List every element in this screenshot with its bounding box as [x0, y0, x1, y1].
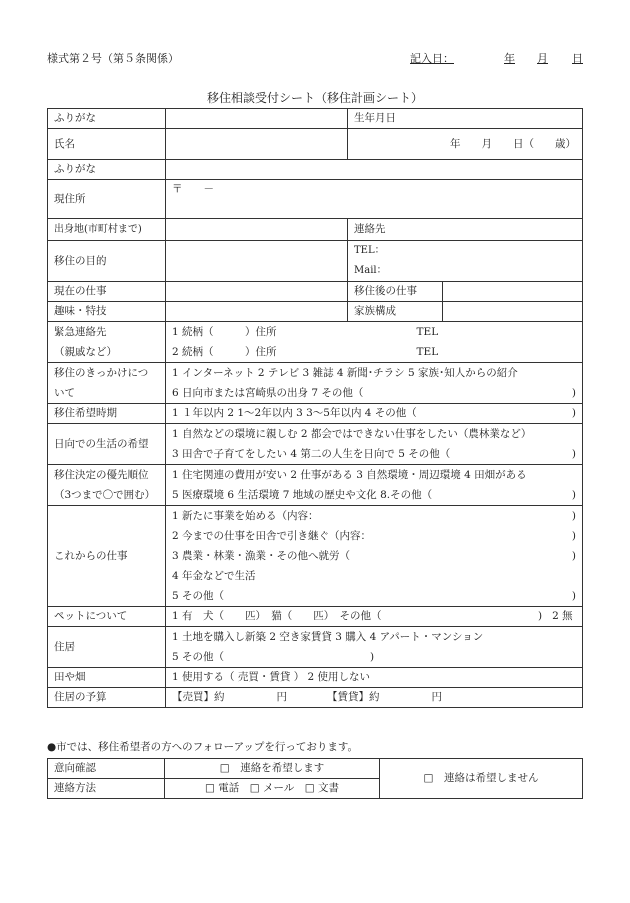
- method-label: 連絡方法: [48, 779, 165, 799]
- hobby-input[interactable]: [166, 302, 348, 322]
- timing-options[interactable]: [166, 404, 583, 424]
- life-option-line-2: 3 田舎で子育てをしたい 4 第二の人生を日向で 5 その他（: [172, 448, 451, 460]
- housing-option-2: 5 その他（: [172, 651, 225, 663]
- life-label: 日向での生活の希望: [48, 424, 166, 465]
- postal-mark: 〒 －: [172, 183, 214, 195]
- work-option-1: 1 新たに事業を始める（内容：: [172, 510, 319, 522]
- form-number: 様式第２号（第５条関係）: [47, 52, 179, 65]
- housing-label: 住居: [48, 627, 166, 668]
- life-options[interactable]: [166, 424, 583, 465]
- birthdate-input[interactable]: 年 月 日（ 歳）: [348, 129, 583, 160]
- life-close: ): [571, 448, 576, 460]
- mail-label: Mail：: [354, 265, 387, 276]
- name-label: 氏名: [48, 129, 166, 160]
- pet-none: [538, 607, 576, 626]
- priority-close: ): [571, 489, 576, 501]
- trigger-label: [48, 363, 166, 404]
- method-checkboxes[interactable]: □ 電話 □ メール □ 文書: [165, 779, 380, 799]
- intent-checkbox[interactable]: □ 連絡を希望します: [165, 759, 380, 779]
- address-label: 現住所: [48, 180, 166, 219]
- emergency-2: 2 続柄（ ）住所: [172, 346, 277, 358]
- emergency-label-line-1: 緊急連絡先: [54, 326, 107, 338]
- trigger-close: ): [571, 387, 576, 399]
- work-options[interactable]: [166, 506, 583, 607]
- field-options[interactable]: 1 使用する（ 売買・賃貸 ） 2 使用しない: [166, 668, 583, 688]
- emergency-1: 1 続柄（ ）住所: [172, 326, 277, 338]
- tel-label: TEL：: [354, 245, 385, 256]
- followup-note: ●市では、移住希望者の方へのフォローアップを行っております。: [47, 741, 359, 753]
- trigger-label-line-1: 移住のきっかけにつ: [54, 367, 149, 379]
- year-label: 年: [504, 52, 515, 65]
- current-job-label: 現在の仕事: [48, 282, 166, 302]
- future-job-input[interactable]: [443, 282, 583, 302]
- budget-input[interactable]: [166, 688, 583, 708]
- trigger-options[interactable]: [166, 363, 583, 404]
- priority-label-line-1: 移住決定の優先順位: [54, 469, 149, 481]
- budget-rent-yen: 円: [431, 691, 442, 703]
- priority-label: [48, 465, 166, 506]
- work-option-5: 5 その他（: [172, 590, 225, 602]
- page-title: 移住相談受付シート（移住計画シート）: [206, 91, 423, 105]
- birthdate-label: 生年月日: [348, 109, 583, 129]
- pet-value: 1 有 犬（ 匹） 猫（ 匹） その他（: [172, 610, 382, 622]
- work-option-3: 3 農業・林業・漁業・その他へ就労（: [172, 550, 351, 562]
- budget-buy: 【売買】約: [172, 691, 225, 703]
- no-contact-checkbox[interactable]: □ 連絡は希望しません: [380, 759, 583, 799]
- housing-close: ): [370, 651, 375, 663]
- priority-label-line-2: （3つまで〇で囲む）: [54, 489, 156, 501]
- emergency-2-tel: TEL: [416, 346, 439, 358]
- timing-label: 移住希望時期: [48, 404, 166, 424]
- contact-input[interactable]: [348, 241, 583, 282]
- consultation-form: [47, 108, 583, 708]
- pet-options[interactable]: [166, 607, 583, 627]
- pet-close: ): [538, 610, 543, 622]
- work-close-1: ): [571, 510, 576, 522]
- trigger-label-line-2: いて: [54, 387, 75, 399]
- day-label: 日: [572, 52, 583, 65]
- birthplace-input[interactable]: [166, 219, 348, 241]
- address-input[interactable]: [166, 180, 583, 219]
- priority-option-line-2: 5 医療環境 6 生活環境 7 地域の歴史や文化 8.その他（: [172, 489, 433, 501]
- work-close-3: ): [571, 550, 576, 562]
- furigana-input-2[interactable]: [166, 160, 583, 180]
- intent-label: 意向確認: [48, 759, 165, 779]
- date-label: 記入日：: [410, 52, 454, 65]
- pet-label: ペットについて: [48, 607, 166, 627]
- date-field[interactable]: [410, 50, 583, 66]
- work-option-4: 4 年金などで生活: [172, 570, 256, 582]
- family-input[interactable]: [443, 302, 583, 322]
- timing-value: 1 １年以内 2 1～2年以内 3 3～5年以内 4 その他（: [172, 407, 417, 419]
- future-job-label: 移住後の仕事: [348, 282, 443, 302]
- housing-option-1: 1 土地を購入し新築 2 空き家賃貸 3 購入 4 アパート・マンション: [172, 631, 484, 643]
- contact-label: 連絡先: [348, 219, 583, 241]
- month-label: 月: [537, 52, 548, 65]
- budget-buy-yen: 円: [276, 691, 287, 703]
- life-option-line-1: 1 自然などの環境に親しむ 2 都会ではできない仕事をしたい（農林業など）: [172, 428, 532, 440]
- trigger-option-line-2: 6 日向市または宮崎県の出身 7 その他（: [172, 387, 364, 399]
- emergency-input[interactable]: [166, 322, 583, 363]
- emergency-label: [48, 322, 166, 363]
- priority-option-line-1: 1 住宅関連の費用が安い 2 仕事がある 3 自然環境・周辺環境 4 田畑がある: [172, 469, 527, 481]
- furigana-input-1[interactable]: [166, 109, 348, 129]
- housing-options[interactable]: [166, 627, 583, 668]
- purpose-input[interactable]: [166, 241, 348, 282]
- priority-options[interactable]: [166, 465, 583, 506]
- work-option-2: 2 今までの仕事を田舎で引き継ぐ（内容：: [172, 530, 372, 542]
- trigger-option-line-1: 1 インターネット 2 テレビ 3 雑誌 4 新聞･チラシ 5 家族･知人からの紹介: [172, 367, 518, 379]
- birthplace-label: 出身地(市町村まで): [48, 219, 166, 241]
- emergency-label-line-2: （親戚など）: [54, 346, 117, 358]
- emergency-1-tel: TEL: [416, 326, 439, 338]
- furigana-label-2: ふりがな: [48, 160, 166, 180]
- name-input[interactable]: [166, 129, 348, 160]
- furigana-label-1: ふりがな: [48, 109, 166, 129]
- pet-none-label: 2 無: [552, 610, 573, 622]
- work-label: これからの仕事: [48, 506, 166, 607]
- field-label: 田や畑: [48, 668, 166, 688]
- followup-table: [47, 758, 583, 799]
- current-job-input[interactable]: [166, 282, 348, 302]
- family-label: 家族構成: [348, 302, 443, 322]
- purpose-label: 移住の目的: [48, 241, 166, 282]
- timing-close: ): [571, 407, 576, 419]
- work-close-2: ): [571, 530, 576, 542]
- work-close-5: ): [571, 590, 576, 602]
- budget-label: 住居の予算: [48, 688, 166, 708]
- hobby-label: 趣味・特技: [48, 302, 166, 322]
- budget-rent: 【賃貸】約: [327, 691, 380, 703]
